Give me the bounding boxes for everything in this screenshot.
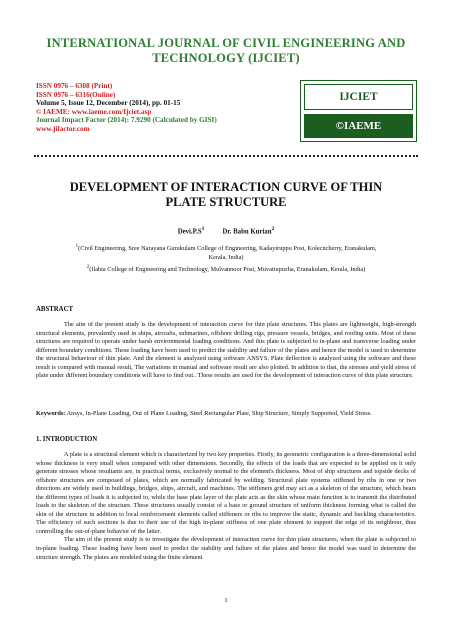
impact-factor: Journal Impact Factor (2014): 7.9290 (Calculated by GISI): [36, 116, 217, 125]
introduction-heading: 1. INTRODUCTION: [36, 436, 98, 443]
header-divider: [34, 155, 418, 157]
affiliation-1: [40, 242, 412, 262]
jifactor-link: www.jifactor.com: [36, 124, 90, 133]
authors: [30, 226, 422, 235]
journal-website: © IAEME: www.iaeme.com/Ijciet.asp: [36, 107, 152, 116]
journal-title-line2: TECHNOLOGY (IJCIET): [152, 51, 300, 65]
keywords-label: Keywords:: [36, 410, 66, 417]
author-2: Dr. Babu Kurian: [222, 228, 272, 236]
affiliation-1-line2: Kerala, India): [208, 253, 244, 261]
journal-title-line1: INTERNATIONAL JOURNAL OF CIVIL ENGINEERING AND: [46, 36, 406, 50]
issn-online: ISSN 0976 – 6316(Online): [36, 90, 116, 99]
author-1-sup: 1: [201, 226, 205, 232]
affiliations: [40, 242, 412, 276]
paper-title-line1: DEVELOPMENT OF INTERACTION CURVE OF THIN: [69, 180, 383, 194]
volume-info: Volume 5, Issue 12, December (2014), pp. 01-15: [36, 99, 181, 108]
affiliation-2-sup: 2: [86, 264, 90, 271]
abstract-body: [36, 321, 416, 381]
brand-iaeme: ©IAEME: [304, 114, 413, 138]
author-2-sup: 2: [271, 226, 275, 232]
abstract-heading: ABSTRACT: [36, 306, 74, 313]
affiliation-2: [40, 263, 412, 275]
introduction-body: [36, 451, 416, 562]
abstract-text: The aim of the present study is the development of interaction curve for thin plate structures. This plates are lightweight, high-strength structural elements, prevalently used in ships, aircrafts, submarines, offshore drilling rigs, pressure vessels, bridges, and roofing units. Most of these structures are required to operate under harsh environmental loading conditions. And this plate is subjected to in-plane and transverse loading under different boundary conditions. These loading have been used to predict the stability and failure of the plates and hence the model is used to determine the structural behaviour of thin plate. And the element is analyzed using software ANSYS. Plate deflection is analyzed using the software and these result is compared with manual result, The variations in manual and software result are also plotted. In addition to that, the stresses and yield stress of plate under different boundary conditions will have to find out.. These results are used for the development of interaction curve of thin plate structure.: [36, 321, 416, 380]
introduction-paragraph-2: The aim of the present study is to investigate the development of interaction curve for thin plate structures, when the plate is subjected to in-plane loading. These loading have been used to predict the stability and failure of the plates and hence the model was used to determine the structure strength. The plates are modeled using the finite element: [36, 536, 416, 561]
paper-title: [30, 180, 422, 210]
journal-title: [20, 36, 432, 66]
keywords: [36, 410, 416, 419]
brand-ijciet: IJCIET: [304, 84, 413, 110]
introduction-paragraph-1: A plate is a structural element which is characterized by two key properties. Firstly, its geometric configuration is a three-dimensional solid whose thickness is very small when compared with other dimensions. Secondly, the effects of the loads that are expected to be applied on it only generate stresses whose resultants are, in practical terms, exclusively normal to the element's thickness. Most of ship structures and topside decks of offshore structures are composed of plates, which are normally fabricated by welding. Structural plate systems stiffened by ribs in one or two directions are widely used in buildings, bridges, ships, aircraft, and machines. The stiffeners grid may act as a skeleton of the structure, which bears the different types of loads it is subjected to, while the base plate layer of the plate acts as the skin whose main function is to transmit the distributed loads to the skeleton of the structure. These structures usually consist of a base or ground structure of uniform thickness forming what is called the skin of the structure in addition to local reinforcement elements called stiffeners or ribs to improve the static, dynamic and buckling characteristics. The efficiency of such sections is due to their use of the high in-plane stiffness of one plate element to support the edge of its neighbour, thus controlling the out-of-plane behavior of the latter.: [36, 451, 416, 535]
issn-print: ISSN 0976 – 6308 (Print): [36, 82, 113, 90]
author-1: Devi.P.S: [177, 228, 202, 236]
journal-meta: [36, 82, 296, 134]
keywords-text: Ansys, In-Plane Loading, Out of Plane Loading, Steel Rectangular Plate, Ship Structure, Simply Supported, Yield Stress.: [65, 410, 372, 417]
affiliation-1-sup: 1: [75, 243, 79, 249]
paper-title-line2: PLATE STRUCTURE: [165, 195, 287, 209]
affiliation-1-line1: (Civil Engineering, Sree Narayana Gurukulam College of Engineering, Kadayiruppu Post, Kolecncherry, Eranakulam,: [78, 245, 377, 253]
page-number: 1: [224, 597, 228, 604]
journal-logo-box: [300, 80, 417, 142]
affiliation-2-text: (Ilahia College of Engineering and Technology, Mulvannoor Post, Muvattupuzha, Eranakulam, Kerala, India): [89, 266, 366, 274]
